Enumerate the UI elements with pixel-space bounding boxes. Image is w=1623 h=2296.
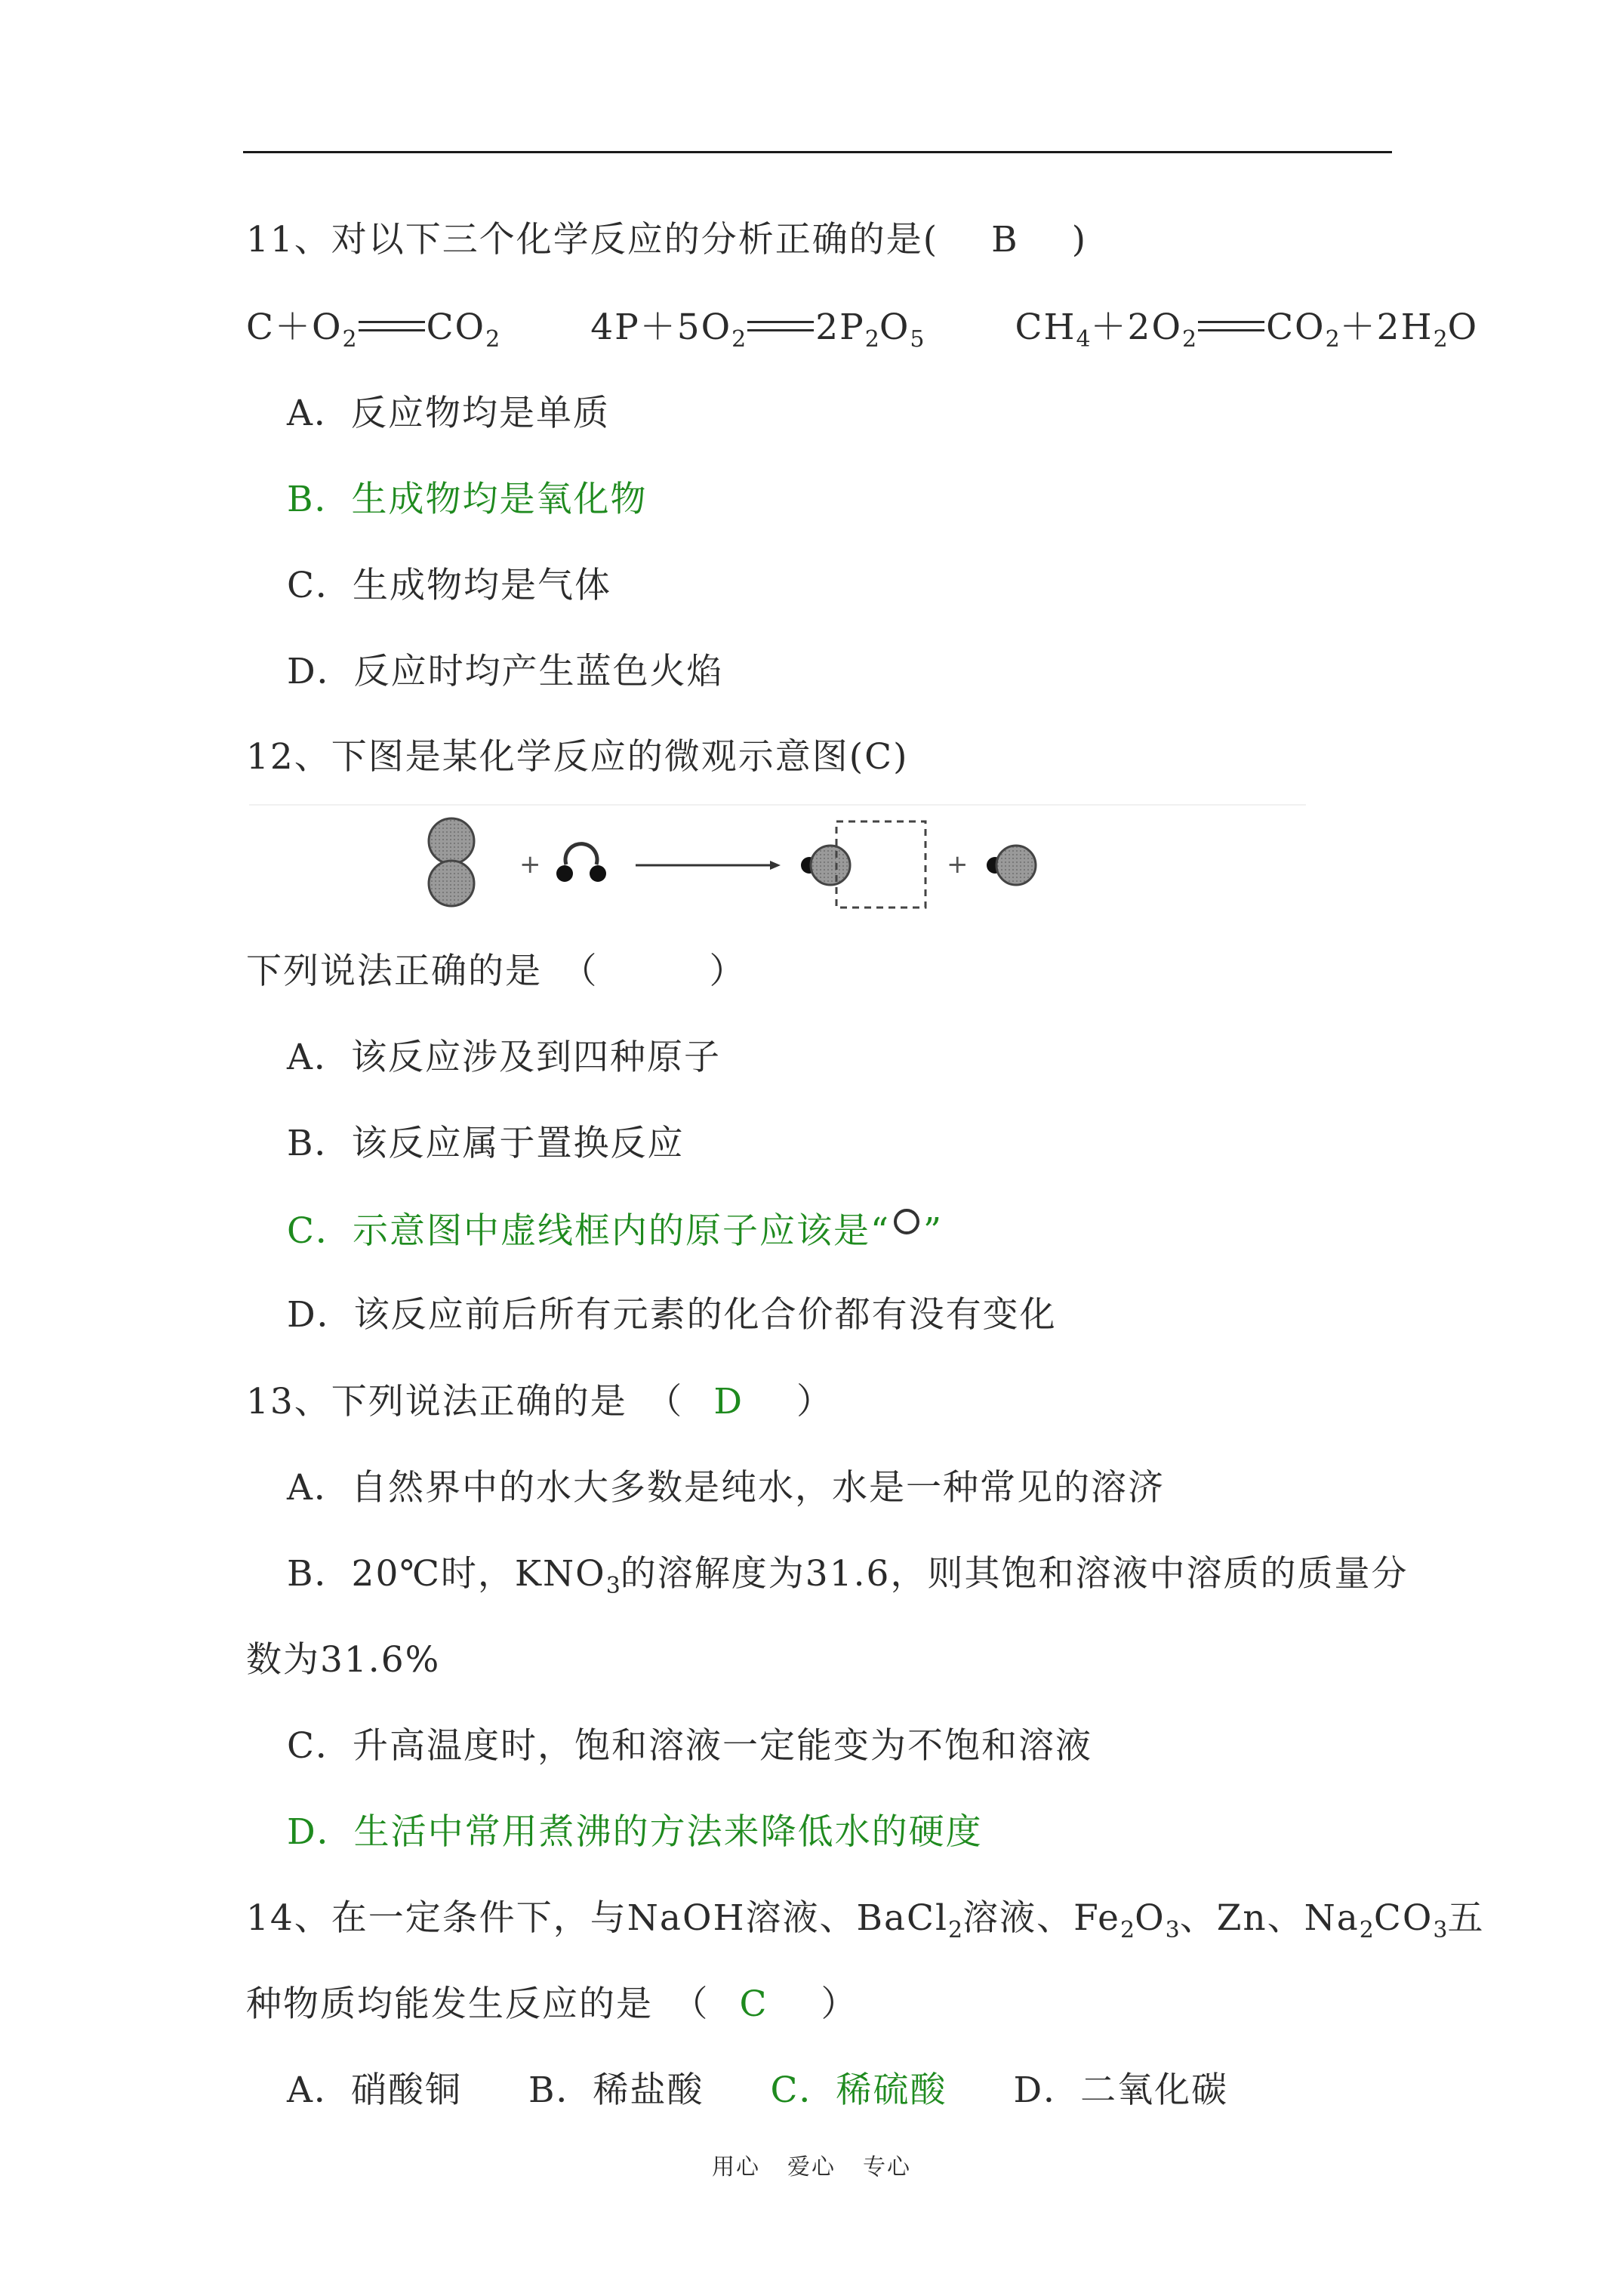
q12-option-d: D．该反应前后所有元素的化合价都有没有变化 [287, 1294, 1057, 1336]
q12-answer: C [864, 736, 894, 778]
product-molecule-2 [987, 846, 1036, 885]
reactant-molecule-small [556, 844, 606, 882]
q14-answer: C [739, 1983, 768, 2025]
q13-option-b: B．20℃时，$KNO_3$的溶解度为31.6，则其饱和溶液中溶质的质量分 [287, 1553, 1409, 1599]
q13-answer: D [713, 1381, 744, 1422]
q14-stem-line1: 14、在一定条件下，与NaOH溶液、BaCl$_2$溶液、$Fe_2O_3$、Zn、$Na_2CO_3$五 [246, 1897, 1485, 1943]
q11-equations [246, 305, 1478, 362]
equation-1: $C+O_2$ $CO_2$ [246, 307, 500, 353]
product-molecule-1 [801, 846, 850, 885]
q14-option-d: D．二氧化碳 [1013, 2069, 1229, 2111]
q11-option-a: A．反应物均是单质 [287, 393, 610, 434]
header-rule [243, 151, 1392, 153]
q14-stem-line2: 种物质均能发生反应的是 （ C ） [246, 1983, 858, 2025]
q13-option-b-cont: 数为31.6% [246, 1639, 441, 1681]
q14-option-c: C．稀硫酸 [770, 2069, 947, 2111]
equals-sign [1198, 321, 1264, 331]
reaction-diagram [249, 793, 1306, 929]
q11-stem: 11、对以下三个化学反应的分析正确的是( B ) [246, 219, 1088, 260]
equals-sign [359, 321, 425, 331]
equals-sign [747, 321, 814, 331]
q12-option-a: A．该反应涉及到四种原子 [287, 1037, 721, 1078]
q13-stem: 13、下列说法正确的是 （ D ） [246, 1381, 833, 1422]
q13-option-d: D．生活中常用煮沸的方法来降低水的硬度 [287, 1811, 983, 1853]
reaction-arrow [636, 861, 781, 870]
q14-options [287, 2068, 1295, 2113]
q11-option-b: B．生成物均是氧化物 [287, 479, 648, 520]
q14-option-a: A．硝酸铜 [287, 2069, 462, 2111]
q11-option-c: C．生成物均是气体 [287, 565, 611, 606]
plus-sign-2: + [947, 849, 969, 880]
q13-option-c: C．升高温度时，饱和溶液一定能变为不饱和溶液 [287, 1725, 1092, 1767]
q14-option-b: B．稀盐酸 [528, 2069, 704, 2111]
reactant-molecule-large [429, 818, 474, 906]
q11-option-d: D．反应时均产生蓝色火焰 [287, 651, 724, 692]
q12-option-b: B．该反应属于置换反应 [287, 1123, 685, 1164]
q12-prompt: 下列说法正确的是 （ ） [246, 951, 747, 992]
q13-option-a: A．自然界中的水大多数是纯水，水是一种常见的溶济 [287, 1467, 1165, 1509]
white-atom-icon [890, 1207, 923, 1237]
q12-stem: 12、下图是某化学反应的微观示意图(C) [246, 736, 909, 778]
equation-2: $4P+5O_2$ $2P_2O_5$ [590, 307, 925, 353]
q12-option-c: C．示意图中虚线框内的原子应该是“ ” [287, 1207, 943, 1254]
page-footer: 用心 爱心 专心 [712, 2154, 911, 2180]
plus-sign-1: + [519, 849, 541, 880]
equation-3: $CH_4+2O_2$ $CO_2+2H_2O$ [1015, 307, 1479, 353]
q11-answer: B [991, 219, 1019, 260]
